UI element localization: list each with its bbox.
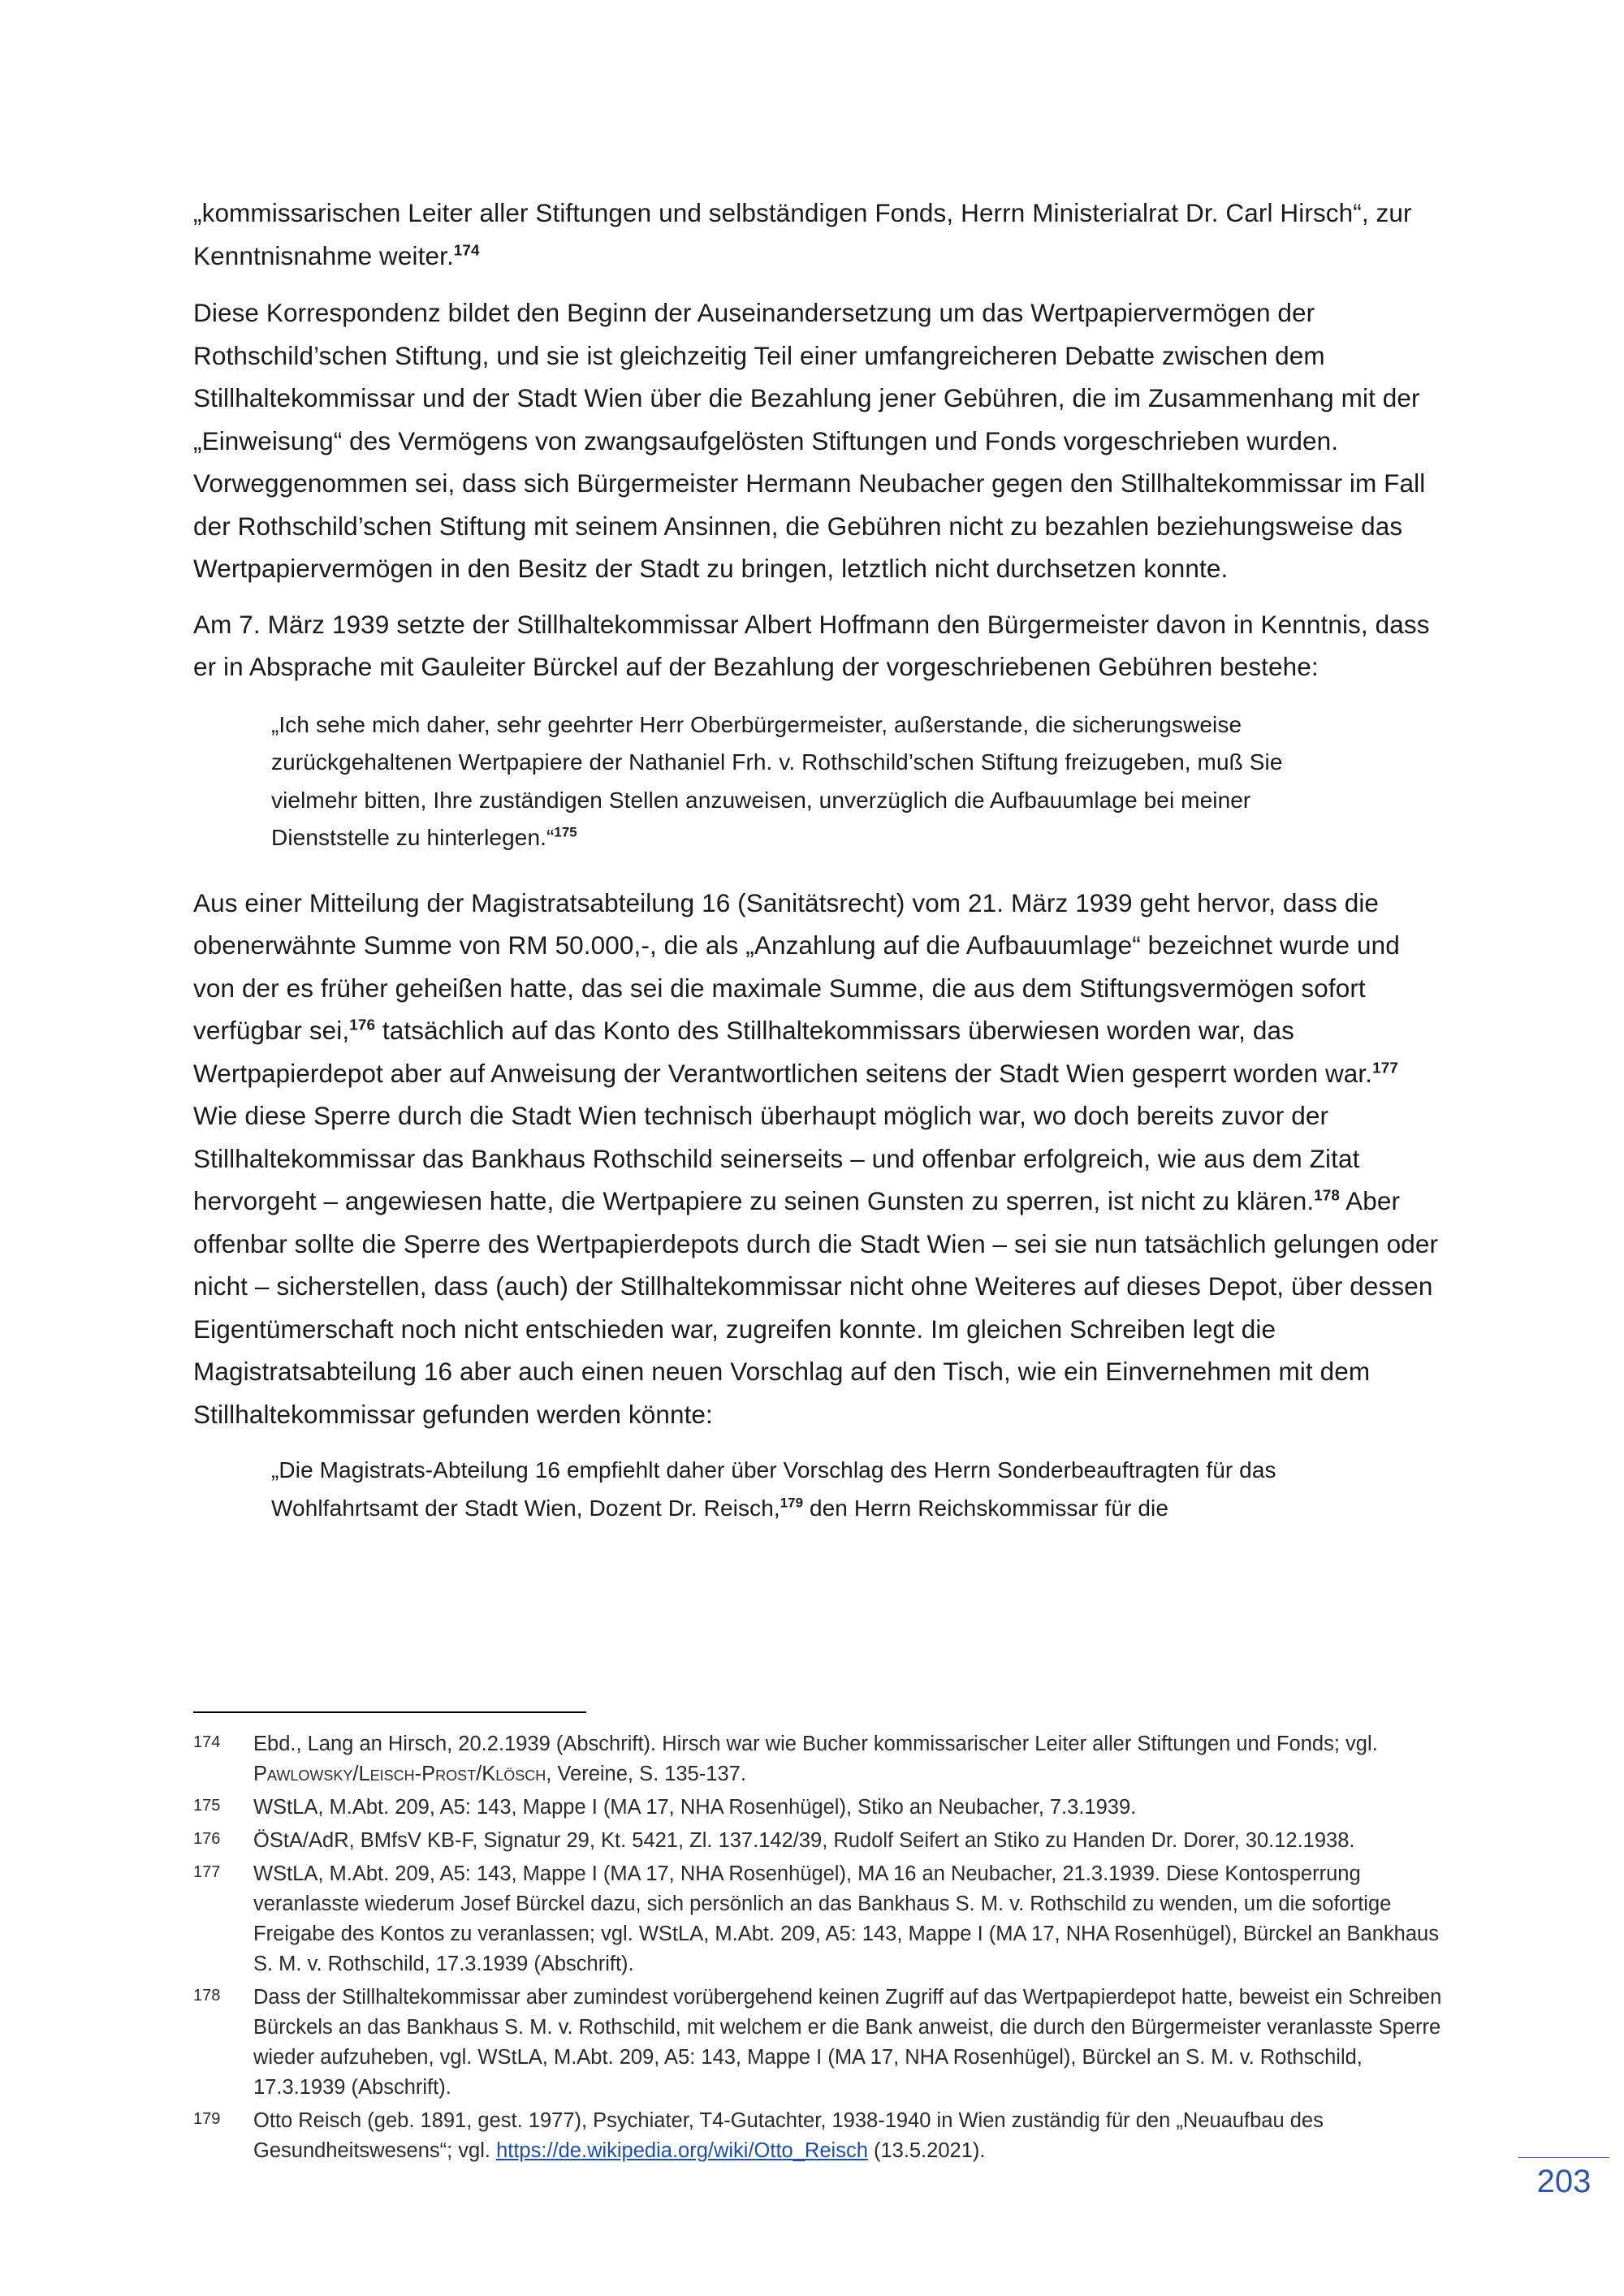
footnote-176	[193, 1826, 1444, 1856]
paragraph-1	[193, 192, 1444, 277]
paragraph-2: Diese Korrespondenz bildet den Beginn der Auseinandersetzung um das Wertpapiervermögen der Rothschild’schen Stiftung, und sie ist gleichzeitig Teil einer umfangreicheren Debatte zwischen dem Stillhaltekommissar und der Stadt Wien über die Bezahlung jener Gebühren, die im Zusammenhang mit der „Einweisung“ des Vermögens von zwangsaufgelösten Stiftungen und Fonds vorgeschrieben wurden. Vorweggenommen sei, dass sich Bürgermeister Hermann Neubacher gegen den Stillhaltekommissar im Fall der Rothschild’schen Stiftung mit seinem Ansinnen, die Gebühren nicht zu bezahlen beziehungsweise das Wertpapiervermögen in den Besitz der Stadt zu bringen, letztlich nicht durchsetzen konnte.	[193, 298, 1426, 583]
paragraph-1-text: „kommissarischen Leiter aller Stiftungen und selbständigen Fonds, Herrn Ministerialrat Dr. Carl Hirsch“, zur Kenntnisnahme weiter.	[193, 198, 1412, 270]
footnote-ref-175[interactable]: 175	[554, 824, 577, 840]
footnote-text: WStLA, M.Abt. 209, A5: 143, Mappe I (MA 17, NHA Rosenhügel), Stiko an Neubacher, 7.3.1939.	[253, 1796, 1137, 1819]
footnote-ref-174[interactable]: 174	[453, 242, 480, 259]
quote-2-part-b: den Herrn Reichskommissar für die	[803, 1495, 1169, 1521]
footnote-text	[253, 1729, 1444, 1789]
author-smallcaps: Pawlowsky/Leisch-Prost/Klösch	[253, 1763, 546, 1785]
footnotes	[193, 1729, 1444, 2169]
page-number-rule	[1518, 2157, 1609, 2158]
footnote-number: 179	[193, 2110, 221, 2128]
paragraph-4-part-a: Aus einer Mitteilung der Magistratsabteilung 16 (Sanitätsrecht) vom 21. März 1939 geht hervor, dass die obenerwähnte Summe von RM 50.000,-, die als „Anzahlung auf die Aufbauumlage“ bezeichnet wurde und von der es früher geheißen hatte, das sei die maximale Summe, die aus dem Stiftungsvermögen sofort verfügbar sei,	[193, 887, 1400, 1045]
quote-2-part-a: „Die Magistrats-Abteilung 16 empfiehlt daher über Vorschlag des Herrn Sonderbeauftragten für das Wohlfahrtsamt der Stadt Wien, Dozent Dr. Reisch,	[271, 1457, 1276, 1521]
footnote-text-part-a: Ebd., Lang an Hirsch, 20.2.1939 (Abschrift). Hirsch war wie Bucher kommissarischer Leiter aller Stiftungen und Fonds; vgl.	[253, 1733, 1378, 1755]
footnote-178	[193, 1983, 1444, 2103]
footnote-174	[193, 1729, 1444, 1789]
footnote-number: 176	[193, 1830, 221, 1848]
footnote-number: 178	[193, 1987, 221, 2005]
paragraph-3: Am 7. März 1939 setzte der Stillhaltekommissar Albert Hoffmann den Bürgermeister davon in Kenntnis, dass er in Absprache mit Gauleiter Bürckel auf der Bezahlung der vorgeschriebenen Gebühren bestehe:	[193, 609, 1430, 681]
footnote-ref-176[interactable]: 176	[349, 1016, 376, 1034]
block-quote-2	[271, 1452, 1327, 1527]
body-text	[193, 192, 1444, 1527]
footnote-number: 177	[193, 1863, 221, 1881]
footnote-175	[193, 1793, 1444, 1823]
paragraph-4-part-d: Aber offenbar sollte die Sperre des Wertpapierdepots durch die Stadt Wien – sei sie nun tatsächlich gelungen oder nicht – sicherstellen, dass (auch) der Stillhaltekommissar nicht ohne Weiteres auf dieses Depot, über dessen Eigentümerschaft noch nicht entschieden war, zugreifen konnte. Im gleichen Schreiben legt die Magistratsabteilung 16 aber auch einen neuen Vorschlag auf den Tisch, wie ein Einvernehmen mit dem Stillhaltekommissar gefunden werden könnte:	[193, 1186, 1439, 1429]
footnote-text: WStLA, M.Abt. 209, A5: 143, Mappe I (MA 17, NHA Rosenhügel), MA 16 an Neubacher, 21.3.1939. Diese Kontosperrung veranlasste wiederum Josef Bürckel dazu, sich persönlich an das Bankhaus S. M. v. Rothschild zu wenden, um die sofortige Freigabe des Kontos zu veranlassen; vgl. WStLA, M.Abt. 209, A5: 143, Mappe I (MA 17, NHA Rosenhügel), Bürckel an Bankhaus S. M. v. Rothschild, 17.3.1939 (Abschrift).	[253, 1862, 1439, 1975]
footnote-separator	[193, 1711, 586, 1713]
footnote-text-part-b: , Vereine, S. 135-137.	[546, 1763, 746, 1785]
quote-1-text: „Ich sehe mich daher, sehr geehrter Herr Oberbürgermeister, außerstande, die sicherungsweise zurückgehaltenen Wertpapiere der Nathaniel Frh. v. Rothschild’schen Stiftung freizugeben, muß Sie vielmehr bitten, Ihre zuständigen Stellen anzuweisen, unverzüglich die Aufbauumlage bei meiner Dienststelle zu hinterlegen.“	[271, 711, 1283, 850]
footnote-number: 174	[193, 1733, 221, 1751]
paragraph-4-part-c: Wie diese Sperre durch die Stadt Wien technisch überhaupt möglich war, wo doch bereits zuvor der Stillhaltekommissar das Bankhaus Rothschild seinerseits – und offenbar erfolgreich, wie aus dem Zitat hervorgeht – angewiesen hatte, die Wertpapiere zu seinen Gunsten zu sperren, ist nicht zu klären.	[193, 1101, 1360, 1215]
footnote-179	[193, 2106, 1444, 2166]
footnote-177	[193, 1859, 1444, 1979]
footnote-ref-179[interactable]: 179	[780, 1495, 804, 1511]
paragraph-4	[193, 882, 1444, 1436]
footnote-ref-178[interactable]: 178	[1314, 1187, 1340, 1205]
footnote-number: 175	[193, 1797, 221, 1815]
footnote-text	[253, 2106, 1444, 2166]
block-quote-1	[271, 706, 1327, 857]
footnote-ref-177[interactable]: 177	[1372, 1060, 1398, 1077]
footnote-text: Dass der Stillhaltekommissar aber zumindest vorübergehend keinen Zugriff auf das Wertpapierdepot hatte, beweist ein Schreiben Bürckels an das Bankhaus S. M. v. Rothschild, mit welchem er die Bank anweist, die durch den Bürgermeister veranlasste Sperre wieder aufzuheben, vgl. WStLA, M.Abt. 209, A5: 143, Mappe I (MA 17, NHA Rosenhügel), Bürckel an S. M. v. Rothschild, 17.3.1939 (Abschrift).	[253, 1986, 1442, 2099]
page-number: 203	[1536, 2164, 1592, 2199]
footnote-text-part-a: Otto Reisch (geb. 1891, gest. 1977), Psychiater, T4-Gutachter, 1938-1940 in Wien zuständig für den „Neuaufbau des Gesundheitswesens“; vgl.	[253, 2109, 1324, 2162]
footnote-text-part-b: (13.5.2021).	[867, 2139, 986, 2162]
paragraph-4-part-b: tatsächlich auf das Konto des Stillhaltekommissars überwiesen worden war, das Wertpapierdepot aber auf Anweisung der Verantwortlichen seitens der Stadt Wien gesperrt worden war.	[193, 1016, 1373, 1088]
wikipedia-link[interactable]: https://de.wikipedia.org/wiki/Otto_Reisch	[496, 2139, 868, 2162]
footnote-text: ÖStA/AdR, BMfsV KB-F, Signatur 29, Kt. 5421, Zl. 137.142/39, Rudolf Seifert an Stiko zu Handen Dr. Dorer, 30.12.1938.	[253, 1829, 1355, 1852]
